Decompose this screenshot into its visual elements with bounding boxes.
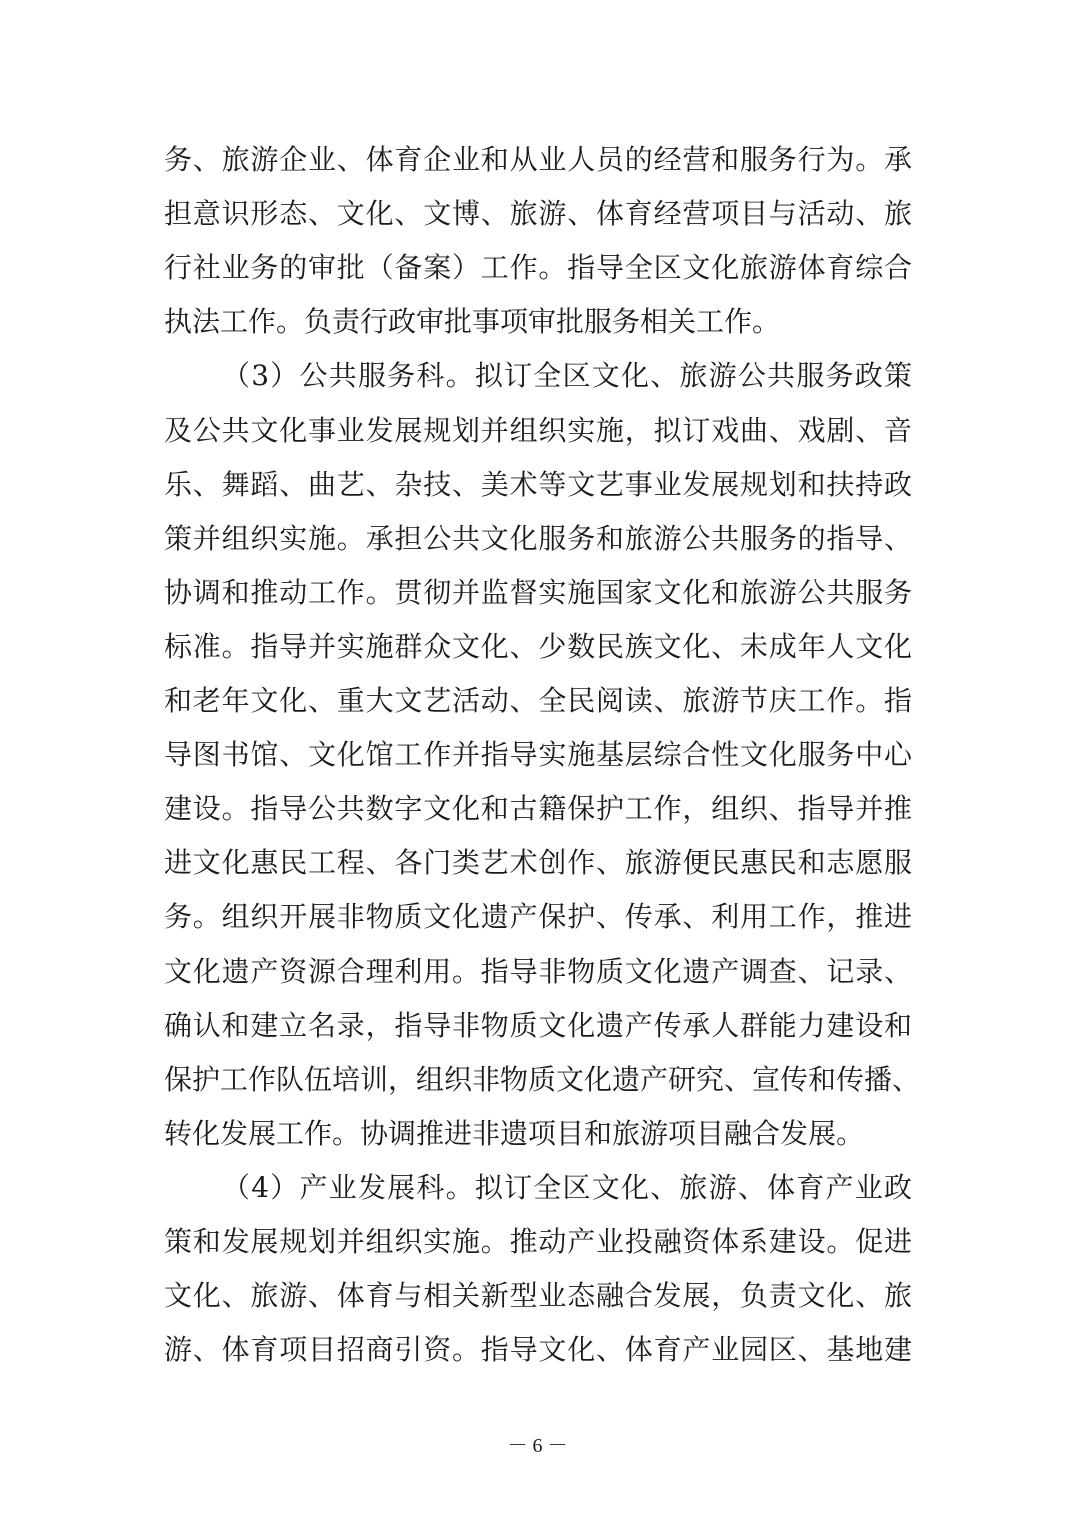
text-line-4: 执法工作。负责行政审批事项审批服务相关工作。	[164, 305, 781, 339]
text-line-10: 标准。指导并实施群众文化、少数民族文化、未成年人文化	[164, 629, 912, 663]
text-line-6: 及公共文化事业发展规划并组织实施，拟订戏曲、戏剧、音	[164, 413, 912, 447]
text-line-1: 务、旅游企业、体育企业和从业人员的经营和服务行为。承	[164, 143, 912, 176]
text-line-23: 游、体育项目招商引资。指导文化、体育产业园区、基地建	[164, 1333, 912, 1367]
text-line-15: 务。组织开展非物质文化遗产保护、传承、利用工作，推进	[164, 900, 912, 934]
text-line-2: 担意识形态、文化、文博、旅游、体育经营项目与活动、旅	[164, 197, 912, 231]
text-line-7: 乐、舞蹈、曲艺、杂技、美术等文艺事业发展规划和扶持政	[164, 467, 912, 501]
text-line-14: 进文化惠民工程、各门类艺术创作、旅游便民惠民和志愿服	[164, 846, 912, 880]
text-line-20: （4）产业发展科。拟订全区文化、旅游、体育产业政	[222, 1170, 912, 1204]
text-line-16: 文化遗产资源合理利用。指导非物质文化遗产调查、记录、	[164, 954, 912, 988]
text-line-19: 转化发展工作。协调推进非遗项目和旅游项目融合发展。	[164, 1116, 865, 1150]
text-line-12: 导图书馆、文化馆工作并指导实施基层综合性文化服务中心	[164, 738, 912, 772]
text-line-11: 和老年文化、重大文艺活动、全民阅读、旅游节庆工作。指	[164, 684, 912, 717]
text-line-18: 保护工作队伍培训，组织非物质文化遗产研究、宣传和传播、	[164, 1062, 921, 1096]
text-line-5: （3）公共服务科。拟订全区文化、旅游公共服务政策	[222, 359, 912, 393]
text-line-22: 文化、旅游、体育与相关新型业态融合发展，负责文化、旅	[164, 1279, 912, 1313]
text-line-3: 行社业务的审批（备案）工作。指导全区文化旅游体育综合	[164, 251, 912, 285]
text-line-21: 策和发展规划并组织实施。推动产业投融资体系建设。促进	[164, 1225, 912, 1258]
page-number: － 6 －	[507, 1435, 568, 1457]
text-line-8: 策并组织实施。承担公共文化服务和旅游公共服务的指导、	[164, 521, 912, 555]
text-line-17: 确认和建立名录，指导非物质文化遗产传承人群能力建设和	[164, 1008, 912, 1042]
text-line-9: 协调和推动工作。贯彻并监督实施国家文化和旅游公共服务	[164, 575, 912, 609]
text-line-13: 建设。指导公共数字文化和古籍保护工作，组织、指导并推	[164, 792, 912, 826]
